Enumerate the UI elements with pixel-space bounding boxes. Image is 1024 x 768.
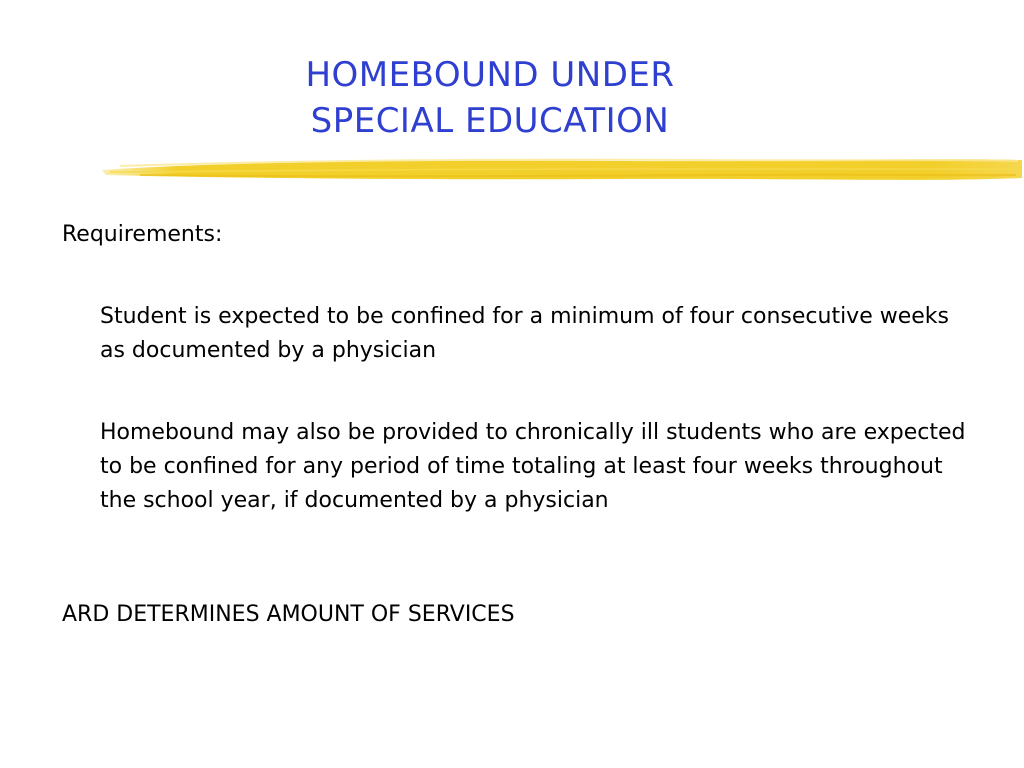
highlighter-stroke-divider <box>100 148 1024 190</box>
ard-services-statement: ARD DETERMINES AMOUNT OF SERVICES <box>62 602 515 627</box>
slide-title-line-2: SPECIAL EDUCATION <box>310 101 670 141</box>
requirements-heading: Requirements: <box>62 222 223 247</box>
requirement-paragraph-1: Student is expected to be confined for a minimum of four consecutive weeks as documented by a physician <box>100 304 949 363</box>
slide-title <box>190 52 790 144</box>
requirement-paragraph-2: Homebound may also be provided to chronically ill students who are expected to be confined for any period of time totaling at least four weeks throughout the school year, if documented by a physician <box>100 420 966 513</box>
slide-title-line-1: HOMEBOUND UNDER <box>305 55 675 95</box>
